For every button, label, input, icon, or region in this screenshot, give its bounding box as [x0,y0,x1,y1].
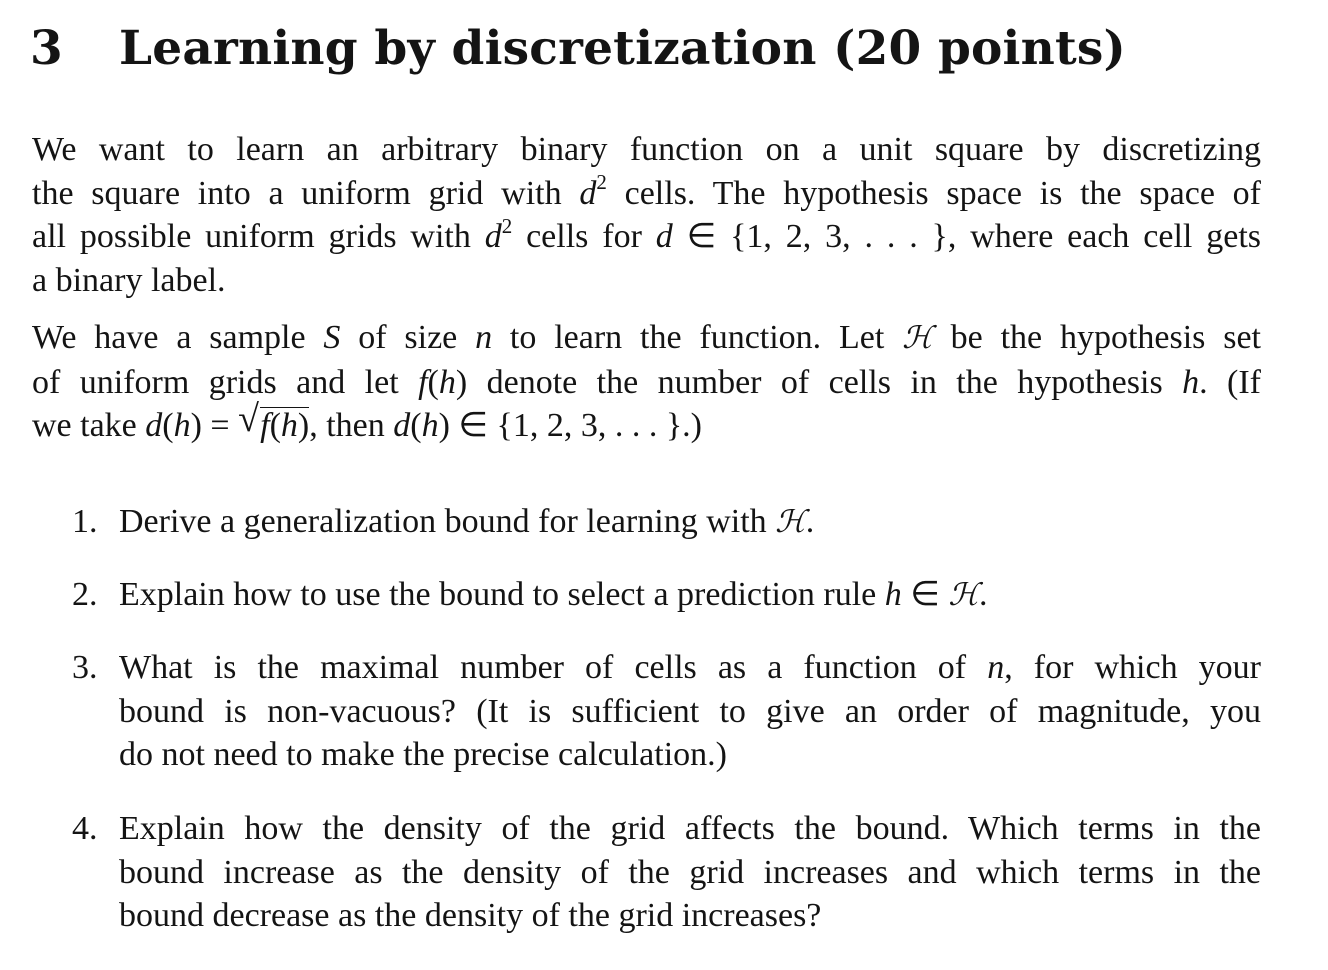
paragraph-line: of uniform grids and let f(h) denote the number of cells in the hypothesis h. (If [32,363,1262,401]
question-number: 3. [72,649,98,686]
paragraph-line: we take d(h) = √ f(h), then d(h) ∈ {1, 2, 3, . . . }.) [32,398,702,444]
question-number: 1. [72,503,98,540]
question-line: Derive a generalization bound for learning with ℋ. [119,503,815,540]
paragraph-line: We want to learn an arbitrary binary function on a unit square by discretizing [32,131,1261,168]
question-line: do not need to make the precise calculation.) [119,736,727,773]
paragraph-line: a binary label. [32,261,226,299]
section-heading [30,14,1126,84]
paragraph-line: We have a sample S of size n to learn the function. Let ℋ be the hypothesis set [32,319,1262,356]
question-line: Explain how the density of the grid affects the bound. Which terms in the [119,810,1261,847]
question-text [119,500,1261,545]
question-line: bound increase as the density of the grid increases and which terms in the [119,853,1261,891]
paragraph-line: all possible uniform grids with $d^2$ cells for d ∈ {1, 2, 3, . . . }, where each cell gets [32,213,1261,255]
question-text [119,573,1261,618]
question-line: bound decrease as the density of the grid increases? [119,897,822,934]
question-number: 4. [72,810,98,847]
question-line: Explain how to use the bound to select a prediction rule h ∈ ℋ. [119,576,988,613]
section-title: Learning by discretization (20 points) [119,21,1126,76]
paragraph-line: the square into a uniform grid with $d^2$ cells. The hypothesis space is the space of [32,170,1262,212]
question-line: What is the maximal number of cells as a function of n, for which your [119,649,1261,686]
section-number: 3 [30,21,63,76]
intro-paragraph [32,128,1261,302]
question-number: 2. [72,576,98,613]
question-line: bound is non-vacuous? (It is sufficient to give an order of magnitude, you [119,692,1261,730]
question-text [119,807,1261,938]
question-text [119,646,1261,777]
sample-paragraph [32,316,1261,448]
